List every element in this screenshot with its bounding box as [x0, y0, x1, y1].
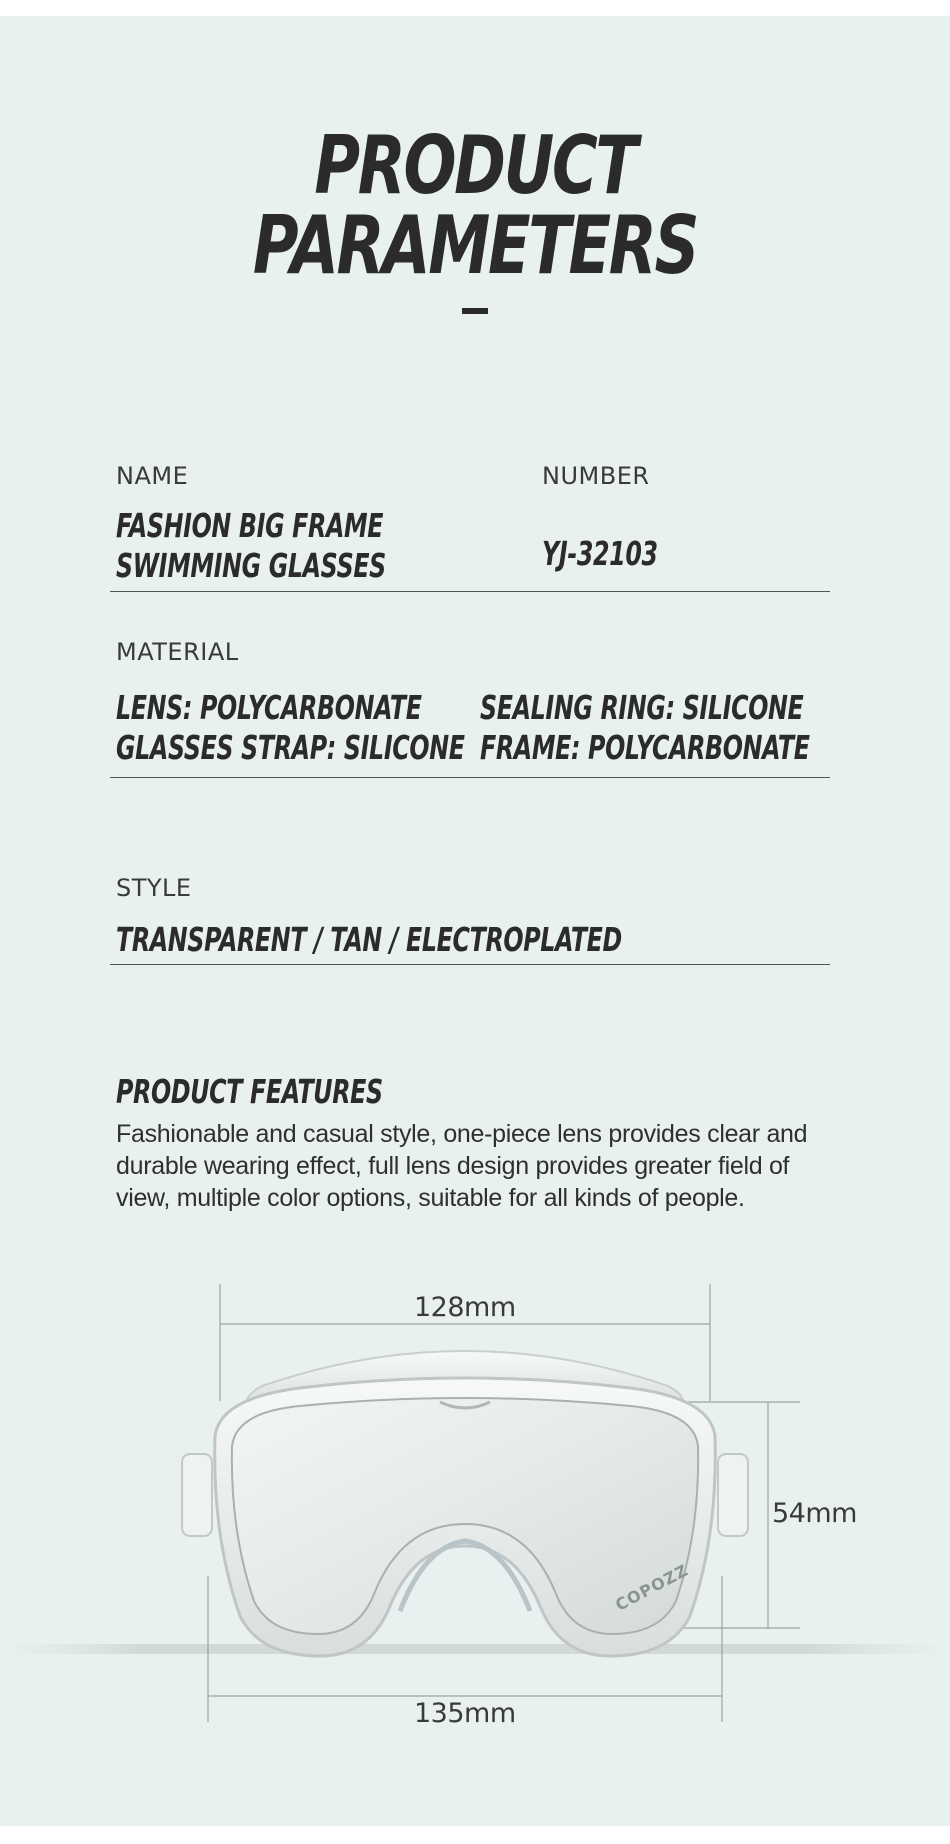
material-lens: LENS: POLYCARBONATE: [116, 688, 422, 727]
features-line-2: durable wearing effect, full lens design provides greater field of: [116, 1152, 790, 1180]
goggles-illustration: [0, 16, 950, 1826]
material-sealing-ring: SEALING RING: SILICONE: [480, 688, 804, 727]
dimension-height: 54mm: [772, 1498, 857, 1529]
material-strap: GLASSES STRAP: SILICONE: [116, 728, 465, 767]
page-title-line-2: PARAMETERS: [252, 199, 698, 292]
name-value-line-1: FASHION BIG FRAME: [116, 506, 384, 545]
features-heading: PRODUCT FEATURES: [116, 1072, 383, 1111]
number-label: NUMBER: [542, 462, 650, 490]
ground-shadow: [0, 1644, 950, 1654]
brand-logo: COPOZZ: [612, 1560, 692, 1615]
style-value: TRANSPARENT / TAN / ELECTROPLATED: [116, 920, 622, 959]
name-label: NAME: [116, 462, 189, 490]
number-value: YJ-32103: [542, 534, 658, 573]
dimension-bottom-width: 135mm: [414, 1698, 516, 1729]
features-line-3: view, multiple color options, suitable for all kinds of people.: [116, 1184, 745, 1212]
material-frame: FRAME: POLYCARBONATE: [480, 728, 810, 767]
right-strap-clip: [718, 1454, 748, 1536]
dimension-top-width: 128mm: [414, 1292, 516, 1323]
left-strap-clip: [182, 1454, 212, 1536]
page-title-line-1: PRODUCT: [314, 119, 636, 212]
features-line-1: Fashionable and casual style, one-piece lens provides clear and: [116, 1120, 808, 1148]
style-label: STYLE: [116, 874, 192, 902]
material-label: MATERIAL: [116, 638, 239, 666]
product-parameters-page: [0, 16, 950, 1826]
name-value-line-2: SWIMMING GLASSES: [116, 546, 386, 585]
